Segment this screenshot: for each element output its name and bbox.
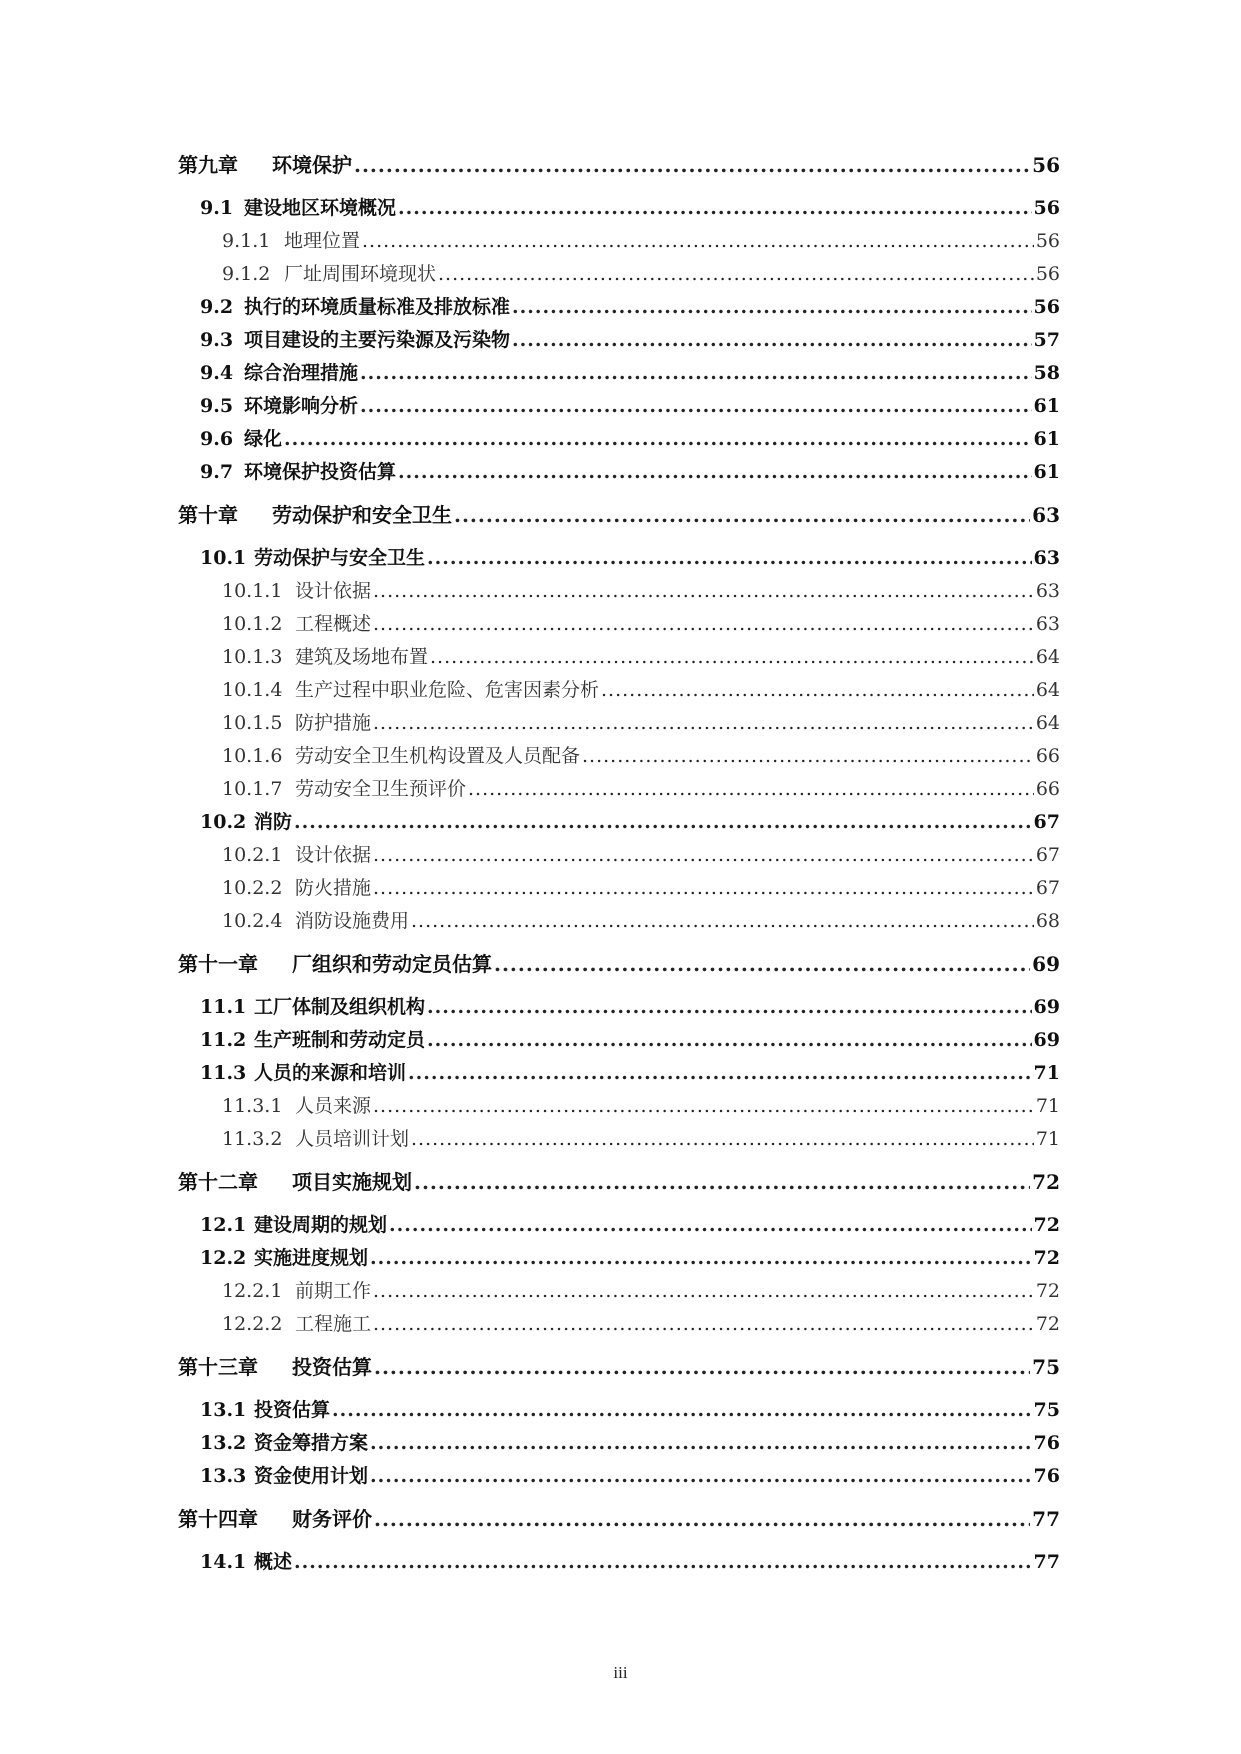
toc-entry-number: 9.3 [200,329,234,351]
toc-dot-leader [468,773,1034,806]
toc-subsection-entry[interactable] [178,575,1060,608]
toc-entry-number: 10.1.4 [222,679,283,701]
toc-dot-leader [427,1024,1032,1057]
toc-dot-leader [430,641,1034,674]
toc-dot-leader [373,872,1034,905]
toc-subsection-entry[interactable] [178,1123,1060,1156]
toc-entry-title: 消防设施费用 [295,910,410,932]
toc-dot-leader [294,1546,1032,1579]
toc-section-entry[interactable] [178,357,1060,390]
toc-entry-page: 67 [1033,811,1060,833]
toc-entry-page: 63 [1032,503,1060,527]
toc-entry-page: 77 [1033,1551,1060,1573]
toc-entry-title: 生产过程中职业危险、危害因素分析 [295,679,600,701]
toc-dot-leader [411,1123,1034,1156]
toc-section-entry[interactable] [178,1057,1060,1090]
toc-entry-title: 建设周期的规划 [254,1214,388,1236]
toc-subsection-entry[interactable] [178,839,1060,872]
toc-subsection-entry[interactable] [178,674,1060,707]
toc-entry-page: 63 [1035,580,1060,602]
toc-entry-number: 第十一章 [178,952,258,976]
toc-dot-leader [370,1460,1032,1493]
toc-entry-number: 10.1.5 [222,712,283,734]
toc-entry-title: 资金使用计划 [254,1465,369,1487]
toc-entry-title: 人员来源 [295,1095,372,1117]
toc-entry-page: 56 [1033,197,1060,219]
toc-entry-title: 人员的来源和培训 [254,1062,407,1084]
toc-section-entry[interactable] [178,1394,1060,1427]
toc-entry-page: 72 [1035,1313,1060,1335]
toc-entry-number: 11.3.2 [222,1128,283,1150]
toc-entry-title: 劳动安全卫生预评价 [295,778,467,800]
toc-entry-title: 防护措施 [295,712,372,734]
toc-entry-page: 57 [1033,329,1060,351]
toc-subsection-entry[interactable] [178,905,1060,938]
toc-entry-title: 投资估算 [292,1355,372,1379]
toc-subsection-entry[interactable] [178,773,1060,806]
toc-dot-leader [601,674,1034,707]
toc-chapter-entry[interactable] [178,947,1060,981]
toc-subsection-entry[interactable] [178,1308,1060,1341]
toc-entry-title: 厂组织和劳动定员估算 [292,952,492,976]
toc-entry-title: 建设地区环境概况 [244,197,397,219]
table-of-contents [178,148,1060,1579]
toc-entry-number: 11.1 [200,996,247,1018]
toc-dot-leader [332,1394,1032,1427]
page-number: iii [613,1663,628,1682]
toc-subsection-entry[interactable] [178,872,1060,905]
toc-entry-title: 建筑及场地布置 [295,646,429,668]
toc-chapter-entry[interactable] [178,1165,1060,1199]
toc-dot-leader [512,324,1032,357]
toc-entry-title: 投资估算 [254,1399,331,1421]
toc-entry-page: 69 [1033,996,1060,1018]
toc-dot-leader [408,1057,1032,1090]
toc-entry-page: 72 [1033,1247,1060,1269]
toc-entry-number: 14.1 [200,1551,247,1573]
toc-subsection-entry[interactable] [178,608,1060,641]
toc-entry-title: 劳动安全卫生机构设置及人员配备 [295,745,581,767]
toc-chapter-entry[interactable] [178,498,1060,532]
toc-chapter-entry[interactable] [178,1350,1060,1384]
toc-entry-title: 资金筹措方案 [254,1432,369,1454]
toc-section-entry[interactable] [178,192,1060,225]
toc-entry-title: 实施进度规划 [254,1247,369,1269]
toc-entry-number: 12.2 [200,1247,247,1269]
toc-entry-page: 64 [1035,646,1060,668]
toc-entry-title: 综合治理措施 [244,362,359,384]
toc-chapter-entry[interactable] [178,148,1060,182]
toc-entry-title: 防火措施 [295,877,372,899]
toc-entry-page: 61 [1033,428,1060,450]
toc-chapter-entry[interactable] [178,1502,1060,1536]
toc-entry-number: 9.1.2 [222,263,271,285]
toc-section-entry[interactable] [178,456,1060,489]
toc-entry-number: 10.1.3 [222,646,283,668]
toc-dot-leader [411,905,1034,938]
toc-subsection-entry[interactable] [178,258,1060,291]
toc-dot-leader [373,608,1034,641]
toc-entry-number: 9.7 [200,461,234,483]
toc-entry-number: 13.2 [200,1432,247,1454]
toc-entry-page: 56 [1035,230,1060,252]
toc-section-entry[interactable] [178,542,1060,575]
toc-entry-number: 12.2.1 [222,1280,283,1302]
toc-section-entry[interactable] [178,991,1060,1024]
toc-entry-number: 10.2.4 [222,910,283,932]
toc-subsection-entry[interactable] [178,707,1060,740]
toc-entry-page: 71 [1033,1062,1060,1084]
toc-dot-leader [389,1209,1032,1242]
toc-entry-number: 9.2 [200,296,234,318]
toc-entry-page: 75 [1032,1355,1060,1379]
toc-entry-number: 13.3 [200,1465,247,1487]
toc-entry-title: 厂址周围环境现状 [284,263,437,285]
toc-entry-title: 工程概述 [295,613,372,635]
toc-entry-page: 56 [1035,263,1060,285]
toc-dot-leader [398,192,1032,225]
toc-dot-leader [373,1090,1034,1123]
toc-entry-title: 环境保护 [272,153,352,177]
toc-entry-number: 第十二章 [178,1170,258,1194]
toc-entry-page: 67 [1035,844,1060,866]
toc-entry-page: 66 [1035,745,1060,767]
toc-entry-title: 财务评价 [292,1507,372,1531]
toc-entry-page: 69 [1033,1029,1060,1051]
toc-entry-title: 工程施工 [295,1313,372,1335]
toc-entry-number: 11.3 [200,1062,247,1084]
toc-entry-page: 77 [1032,1507,1060,1531]
toc-entry-number: 10.1.6 [222,745,283,767]
toc-section-entry[interactable] [178,291,1060,324]
toc-entry-page: 64 [1035,679,1060,701]
toc-dot-leader [294,806,1032,839]
toc-entry-title: 设计依据 [295,844,372,866]
toc-entry-page: 72 [1032,1170,1060,1194]
toc-entry-title: 前期工作 [295,1280,372,1302]
toc-entry-page: 76 [1033,1465,1060,1487]
toc-entry-number: 10.1.7 [222,778,283,800]
toc-entry-page: 72 [1035,1280,1060,1302]
toc-entry-number: 9.6 [200,428,234,450]
toc-section-entry[interactable] [178,423,1060,456]
toc-entry-title: 绿化 [244,428,283,450]
toc-entry-number: 第十三章 [178,1355,258,1379]
toc-entry-number: 11.2 [200,1029,247,1051]
toc-dot-leader [454,498,1030,532]
toc-entry-title: 消防 [254,811,293,833]
toc-dot-leader [373,839,1034,872]
toc-entry-number: 12.1 [200,1214,247,1236]
toc-section-entry[interactable] [178,1427,1060,1460]
toc-dot-leader [360,390,1032,423]
toc-dot-leader [373,1308,1034,1341]
toc-entry-page: 56 [1032,153,1060,177]
toc-section-entry[interactable] [178,1460,1060,1493]
toc-dot-leader [373,575,1034,608]
toc-section-entry[interactable] [178,1024,1060,1057]
toc-dot-leader [370,1427,1032,1460]
toc-section-entry[interactable] [178,1242,1060,1275]
toc-entry-page: 61 [1033,395,1060,417]
toc-entry-page: 71 [1035,1095,1060,1117]
toc-dot-leader [494,947,1030,981]
toc-entry-title: 执行的环境质量标准及排放标准 [244,296,511,318]
toc-entry-number: 11.3.1 [222,1095,283,1117]
toc-dot-leader [438,258,1034,291]
toc-entry-number: 9.1 [200,197,234,219]
toc-entry-page: 69 [1032,952,1060,976]
toc-subsection-entry[interactable] [178,1090,1060,1123]
toc-entry-title: 人员培训计划 [295,1128,410,1150]
toc-dot-leader [427,542,1032,575]
toc-entry-page: 68 [1035,910,1060,932]
toc-dot-leader [398,456,1032,489]
toc-entry-title: 工厂体制及组织机构 [254,996,426,1018]
toc-dot-leader [374,1502,1030,1536]
toc-section-entry[interactable] [178,806,1060,839]
toc-dot-leader [373,1275,1034,1308]
toc-entry-page: 56 [1033,296,1060,318]
toc-entry-title: 生产班制和劳动定员 [254,1029,426,1051]
toc-entry-page: 63 [1033,547,1060,569]
toc-section-entry[interactable] [178,324,1060,357]
toc-entry-title: 环境保护投资估算 [244,461,397,483]
toc-subsection-entry[interactable] [178,225,1060,258]
toc-subsection-entry[interactable] [178,740,1060,773]
toc-dot-leader [360,357,1032,390]
toc-dot-leader [374,1350,1030,1384]
toc-section-entry[interactable] [178,1209,1060,1242]
toc-entry-number: 9.5 [200,395,234,417]
toc-entry-page: 75 [1033,1399,1060,1421]
toc-entry-number: 10.2.2 [222,877,283,899]
toc-entry-page: 61 [1033,461,1060,483]
toc-dot-leader [582,740,1034,773]
toc-entry-page: 76 [1033,1432,1060,1454]
toc-dot-leader [512,291,1032,324]
toc-entry-number: 第九章 [178,153,238,177]
toc-entry-number: 第十章 [178,503,238,527]
toc-entry-page: 64 [1035,712,1060,734]
toc-entry-title: 地理位置 [284,230,361,252]
toc-dot-leader [427,991,1032,1024]
toc-entry-title: 设计依据 [295,580,372,602]
toc-subsection-entry[interactable] [178,641,1060,674]
toc-entry-page: 66 [1035,778,1060,800]
toc-entry-title: 概述 [254,1551,293,1573]
toc-entry-title: 劳动保护和安全卫生 [272,503,452,527]
toc-dot-leader [354,148,1030,182]
toc-dot-leader [370,1242,1032,1275]
toc-entry-number: 9.1.1 [222,230,271,252]
toc-entry-title: 环境影响分析 [244,395,359,417]
toc-entry-page: 63 [1035,613,1060,635]
toc-entry-title: 劳动保护与安全卫生 [254,547,426,569]
toc-entry-number: 13.1 [200,1399,247,1421]
toc-entry-page: 71 [1035,1128,1060,1150]
toc-entry-page: 72 [1033,1214,1060,1236]
toc-section-entry[interactable] [178,1546,1060,1579]
toc-entry-number: 10.2.1 [222,844,283,866]
toc-entry-number: 10.1 [200,547,247,569]
toc-entry-page: 58 [1033,362,1060,384]
toc-dot-leader [373,707,1034,740]
toc-entry-number: 10.1.1 [222,580,283,602]
toc-entry-number: 10.1.2 [222,613,283,635]
toc-entry-number: 10.2 [200,811,247,833]
toc-entry-number: 9.4 [200,362,234,384]
toc-entry-title: 项目实施规划 [292,1170,412,1194]
toc-entry-number: 第十四章 [178,1507,258,1531]
toc-subsection-entry[interactable] [178,1275,1060,1308]
toc-dot-leader [284,423,1032,456]
toc-entry-number: 12.2.2 [222,1313,283,1335]
toc-entry-page: 67 [1035,877,1060,899]
toc-section-entry[interactable] [178,390,1060,423]
toc-dot-leader [362,225,1034,258]
toc-entry-title: 项目建设的主要污染源及污染物 [244,329,511,351]
toc-dot-leader [414,1165,1030,1199]
